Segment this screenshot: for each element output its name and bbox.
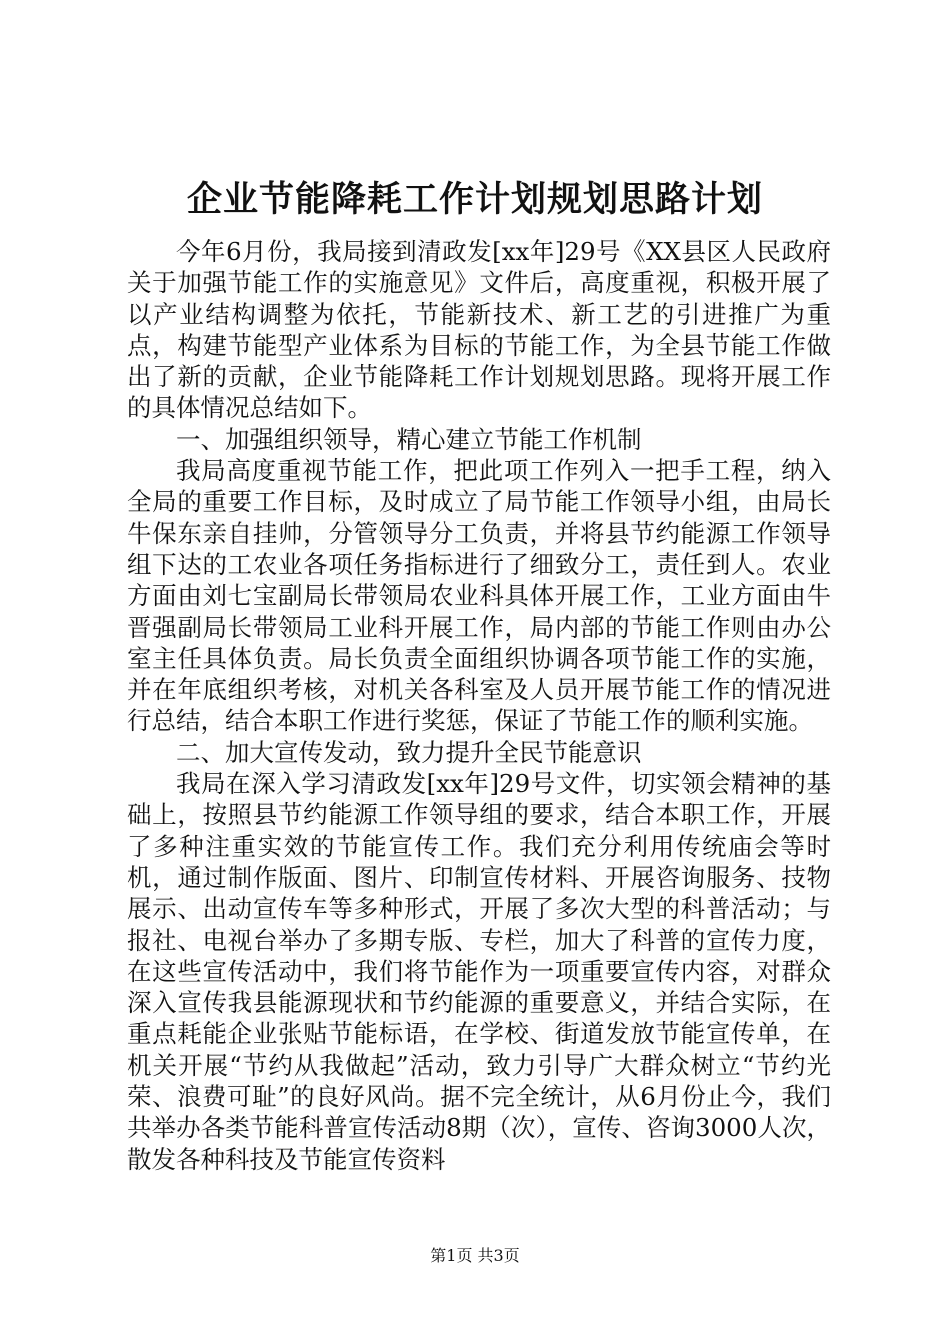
document-body <box>127 236 831 1175</box>
paragraph-section-2: 我局在深入学习清政发[xx年]29号文件，切实领会精神的基础上，按照县节约能源工作领导组的要求，结合本职工作，开展了多种注重实效的节能宣传工作。我们充分利用传统庙会等时机，通过制作版面、图片、印制宣传材料、开展咨询服务、技物展示、出动宣传车等多种形式，开展了多次大型的科普活动；与报社、电视台举办了多期专版、专栏，加大了科普的宣传力度，在这些宣传活动中，我们将节能作为一项重要宣传内容，对群众深入宣传我县能源现状和节约能源的重要意义，并结合实际，在重点耗能企业张贴节能标语，在学校、街道发放节能宣传单，在机关开展“节约从我做起”活动，致力引导广大群众树立“节约光荣、浪费可耻”的良好风尚。据不完全统计，从6月份止今，我们共举办各类节能科普宣传活动8期（次），宣传、咨询3000人次，散发各种科技及节能宣传资料 <box>127 769 831 1174</box>
section-heading-2: 二、加大宣传发动，致力提升全民节能意识 <box>176 737 642 767</box>
paragraph-section-1: 我局高度重视节能工作，把此项工作列入一把手工程，纳入全局的重要工作目标，及时成立了局节能工作领导小组，由局长牛保东亲自挂帅，分管领导分工负责，并将县节约能源工作领导组下达的工农业各项任务指标进行了细致分工，责任到人。农业方面由刘七宝副局长带领局农业科具体开展工作，工业方面由牛晋强副局长带领局工业科开展工作，局内部的节能工作则由办公室主任具体负责。局长负责全面组织协调各项节能工作的实施，并在年底组织考核，对机关各科室及人员开展节能工作的情况进行总结，结合本职工作进行奖惩，保证了节能工作的顺利实施。 <box>127 456 831 736</box>
paragraph-intro: 今年6月份，我局接到清政发[xx年]29号《XX县区人民政府关于加强节能工作的实施意见》文件后，高度重视，积极开展了以产业结构调整为依托，节能新技术、新工艺的引进推广为重点，构建节能型产业体系为目标的节能工作，为全县节能工作做出了新的贡献，企业节能降耗工作计划规划思路。现将开展工作的具体情况总结如下。 <box>127 237 831 423</box>
page-footer: 第1页 共3页 <box>430 1246 520 1265</box>
section-heading-1: 一、加强组织领导，精心建立节能工作机制 <box>176 424 642 454</box>
document-title: 企业节能降耗工作计划规划思路计划 <box>186 179 763 220</box>
